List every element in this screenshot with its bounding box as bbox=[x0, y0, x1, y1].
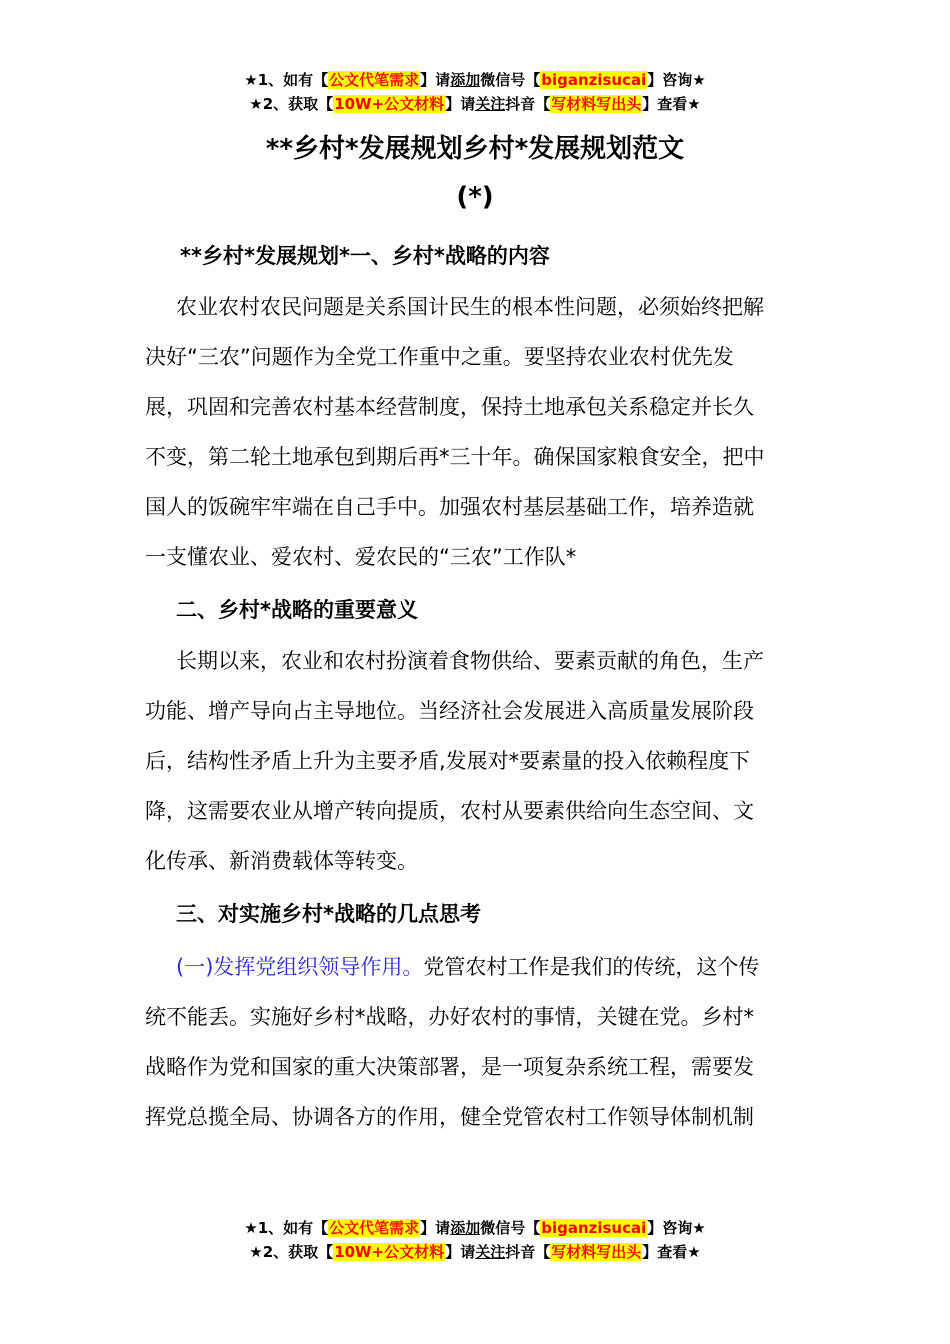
text-fragment: 党管农村工作是我们的传统，这个传 bbox=[423, 955, 760, 979]
text-line: 农业农村农民问题是关系国计民生的根本性问题，必须始终把解 bbox=[176, 295, 764, 319]
subheading-lead: (一)发挥党组织领导作用。 bbox=[176, 955, 424, 979]
text-line: 后，结构性矛盾上升为主要矛盾,发展对*要素量的投入依赖程度下 bbox=[145, 749, 751, 773]
banner-text: 抖音【 bbox=[505, 95, 551, 113]
banner-highlight: 写材料写出头 bbox=[551, 1243, 642, 1261]
banner-text: ★2、获取【 bbox=[249, 95, 334, 113]
text-line: 降，这需要农业从增产转向提质，农村从要素供给向生态空间、文 bbox=[145, 799, 754, 823]
banner-underline: 添加 bbox=[450, 1219, 481, 1237]
banner-line-1 bbox=[0, 68, 950, 92]
banner-underline: 添加 bbox=[450, 71, 481, 89]
banner-text: 】查看★ bbox=[642, 95, 701, 113]
banner-highlight: 写材料写出头 bbox=[551, 95, 642, 113]
banner-text: 微信号【 bbox=[480, 1219, 541, 1237]
section-heading-1: **乡村*发展规划*一、乡村*战略的内容 bbox=[180, 244, 550, 268]
banner-text: 】请 bbox=[445, 1243, 476, 1261]
text-line: 国人的饭碗牢牢端在自己手中。加强农村基层基础工作，培养造就 bbox=[145, 495, 754, 519]
section-heading-2: 二、乡村*战略的重要意义 bbox=[176, 598, 418, 622]
banner-line-1 bbox=[0, 1216, 950, 1240]
bottom-banner bbox=[0, 1216, 950, 1264]
banner-text: 微信号【 bbox=[480, 71, 541, 89]
text-line: 挥党总揽全局、协调各方的作用，健全党管农村工作领导体制机制 bbox=[145, 1105, 754, 1129]
banner-text: 】请 bbox=[420, 1219, 451, 1237]
banner-text: 】咨询★ bbox=[647, 71, 706, 89]
text-line bbox=[145, 942, 810, 992]
text-line: 功能、增产导向占主导地位。当经济社会发展进入高质量发展阶段 bbox=[145, 699, 754, 723]
banner-highlight: 公文代笔需求 bbox=[329, 71, 420, 89]
banner-text: ★1、如有【 bbox=[244, 1219, 329, 1237]
banner-highlight: 10W+公文材料 bbox=[334, 1243, 445, 1261]
banner-highlight: biganzisucai bbox=[541, 1219, 647, 1237]
text-line: 决好“三农”问题作为全党工作重中之重。要坚持农业农村优先发 bbox=[145, 345, 734, 369]
paragraph-1 bbox=[145, 282, 810, 582]
text-line: 长期以来，农业和农村扮演着食物供给、要素贡献的角色，生产 bbox=[176, 649, 764, 673]
doc-title: **乡村*发展规划乡村*发展规划范文 bbox=[265, 134, 685, 164]
banner-highlight: 10W+公文材料 bbox=[334, 95, 445, 113]
text-line: 不变，第二轮土地承包到期后再*三十年。确保国家粮食安全，把中 bbox=[145, 445, 765, 469]
banner-highlight: biganzisucai bbox=[541, 71, 647, 89]
text-line: 化传承、新消费载体等转变。 bbox=[145, 849, 418, 873]
banner-text: ★1、如有【 bbox=[244, 71, 329, 89]
banner-underline: 关注 bbox=[475, 1243, 506, 1261]
text-line: 展，巩固和完善农村基本经营制度，保持土地承包关系稳定并长久 bbox=[145, 395, 754, 419]
paragraph-3 bbox=[145, 942, 810, 1142]
section-heading-3: 三、对实施乡村*战略的几点思考 bbox=[176, 902, 481, 926]
banner-line-2 bbox=[0, 1240, 950, 1264]
top-banner bbox=[0, 68, 950, 116]
doc-title-sub: (*) bbox=[456, 182, 494, 212]
banner-text: 】请 bbox=[445, 95, 476, 113]
banner-text: ★2、获取【 bbox=[249, 1243, 334, 1261]
banner-line-2 bbox=[0, 92, 950, 116]
banner-underline: 关注 bbox=[475, 95, 506, 113]
text-line: 统不能丢。实施好乡村*战略，办好农村的事情，关键在党。乡村* bbox=[145, 1005, 754, 1029]
banner-highlight: 公文代笔需求 bbox=[329, 1219, 420, 1237]
text-line: 战略作为党和国家的重大决策部署，是一项复杂系统工程，需要发 bbox=[145, 1055, 754, 1079]
banner-text: 】请 bbox=[420, 71, 451, 89]
banner-text: 】查看★ bbox=[642, 1243, 701, 1261]
paragraph-2 bbox=[145, 636, 810, 886]
banner-text: 】咨询★ bbox=[647, 1219, 706, 1237]
text-line: 一支懂农业、爱农村、爱农民的“三农”工作队* bbox=[145, 545, 577, 569]
banner-text: 抖音【 bbox=[505, 1243, 551, 1261]
